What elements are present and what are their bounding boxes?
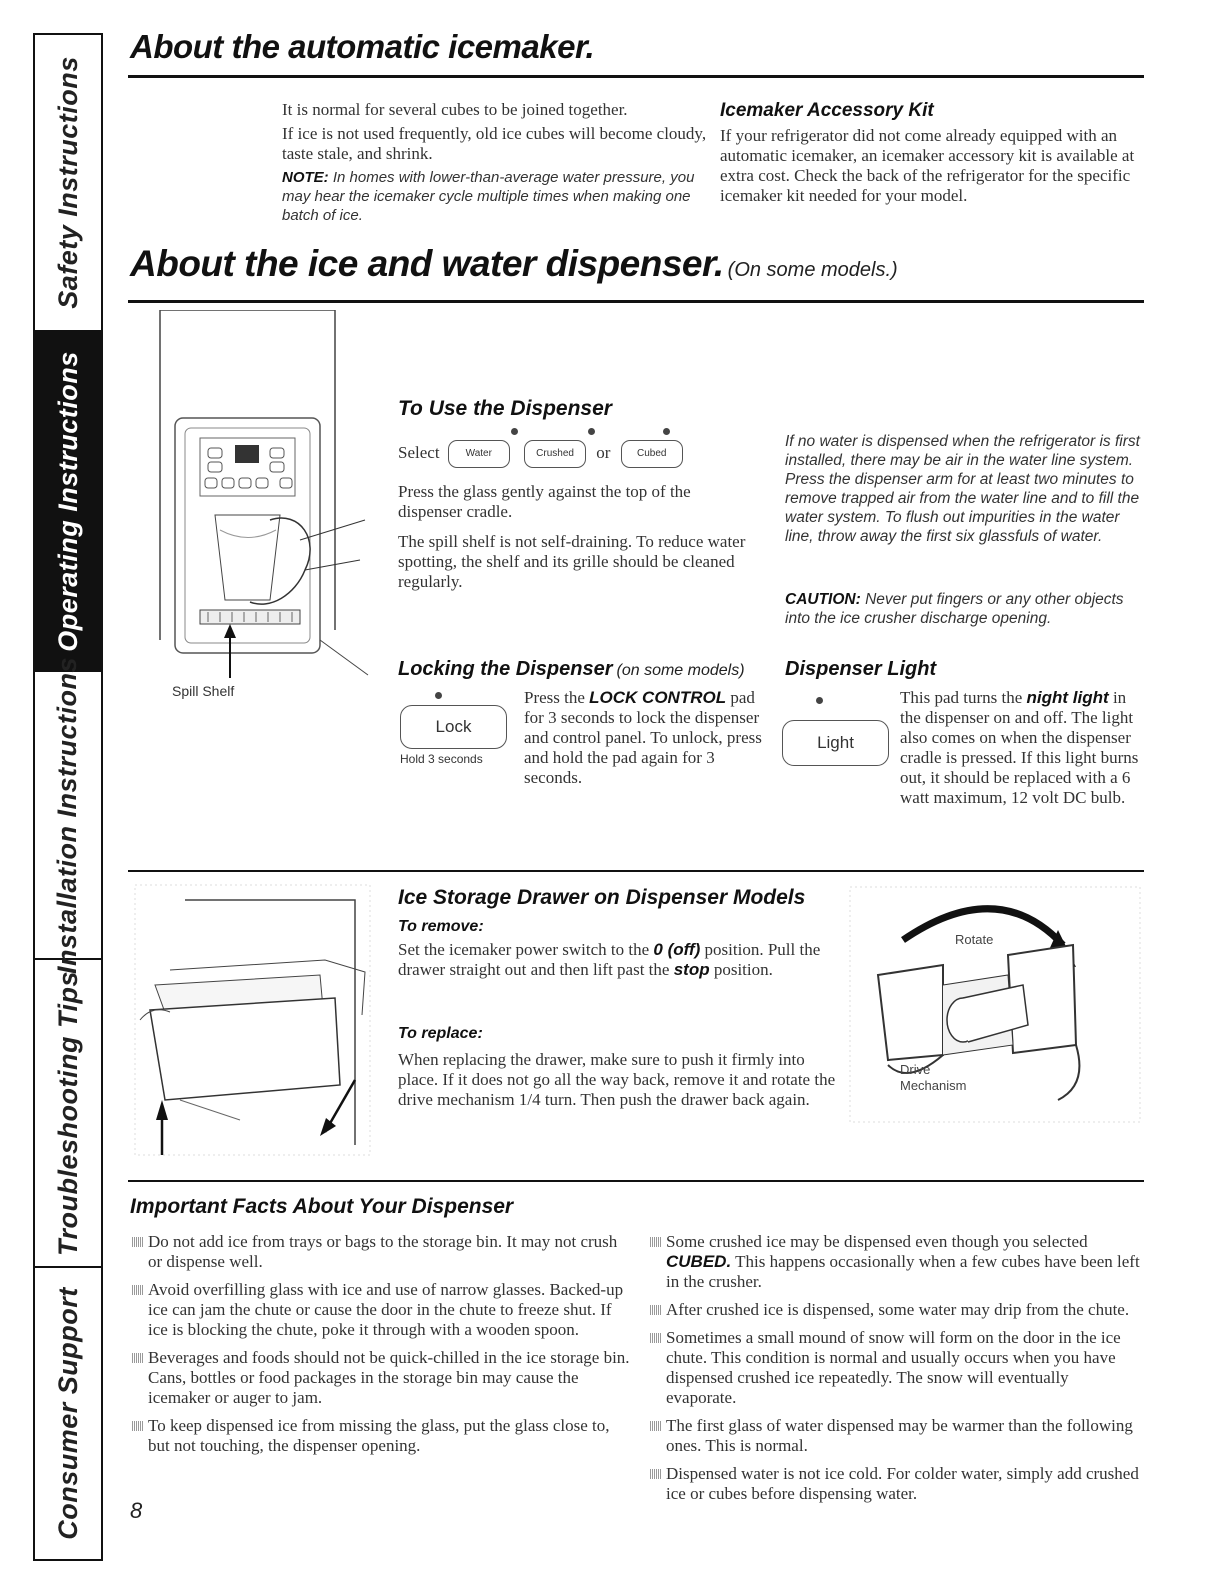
tab-safety-instructions[interactable]: Safety Instructions xyxy=(35,35,101,332)
facts-left-list xyxy=(130,1232,630,1464)
select-word: Select xyxy=(398,442,440,462)
list-item: Sometimes a small mound of snow will form on the door in the ice chute. This condition is normal and usually occurs when you have dispensed crushed ice repeatedly. The snow will eventually evaporate. xyxy=(648,1328,1143,1408)
accessory-kit xyxy=(720,100,1140,206)
list-item: Do not add ice from trays or bags to the storage bin. It may not crush or dispense well. xyxy=(130,1232,630,1272)
rotate-label: Rotate xyxy=(955,932,994,947)
page-number: 8 xyxy=(130,1498,143,1523)
indicator-dot xyxy=(588,428,595,435)
locking-heading: Locking the Dispenser (on some models) xyxy=(398,658,745,680)
list-item: Dispensed water is not ice cold. For colder water, simply add crushed ice or cubes before dispensing water. xyxy=(648,1464,1143,1504)
side-tab-bar xyxy=(33,33,103,1561)
replace-heading: To replace: xyxy=(398,1025,483,1042)
lock-indicator-dot xyxy=(435,692,442,699)
indicator-dot xyxy=(663,428,670,435)
to-use-section xyxy=(398,397,778,421)
dispenser-heading xyxy=(130,243,898,285)
or-word: or xyxy=(596,442,611,462)
drive-mechanism-label: Drive Mechanism xyxy=(900,1062,967,1093)
tab-installation-instructions[interactable]: Installation Instructions xyxy=(35,672,101,960)
paragraph: Press the glass gently against the top of the dispenser cradle. xyxy=(398,482,691,521)
spill-shelf-label: Spill Shelf xyxy=(172,683,235,699)
list-item: After crushed ice is dispensed, some water may drip from the chute. xyxy=(648,1300,1143,1320)
remove-text: Set the icemaker power switch to the 0 (off) position. Pull the drawer straight out and then lift past the stop position. xyxy=(398,940,821,979)
divider xyxy=(128,300,1144,303)
divider xyxy=(128,1180,1144,1182)
paragraph: The spill shelf is not self-draining. To reduce water spotting, the shelf and its grille should be cleaned regularly. xyxy=(398,532,746,591)
icemaker-title: About the automatic icemaker. xyxy=(130,28,595,65)
note: NOTE: In homes with lower-than-average water pressure, you may hear the icemaker cycle multiple times when making one batch of ice. xyxy=(282,169,695,224)
cubed-button[interactable]: Cubed xyxy=(621,440,683,468)
to-use-text xyxy=(398,482,758,602)
icemaker-text xyxy=(282,100,712,225)
list-item: Avoid overfilling glass with ice and use of narrow glasses. Backed-up ice can jam the chute or cause the door in the chute to freeze shut. If ice is blocking the chute, poke it through with a wooden spoon. xyxy=(130,1280,630,1340)
list-item: Some crushed ice may be dispensed even though you selected CUBED. This happens occasionally when a few cubes have been left in the crusher. xyxy=(648,1232,1143,1292)
dispenser-illustration xyxy=(130,310,370,680)
water-button[interactable]: Water xyxy=(448,440,510,468)
drawer-heading: Ice Storage Drawer on Dispenser Models xyxy=(398,886,806,909)
dispenser-title: About the ice and water dispenser. xyxy=(130,243,724,284)
paragraph: It is normal for several cubes to be joined together. xyxy=(282,100,628,119)
facts-right-list xyxy=(648,1232,1143,1512)
paragraph: If ice is not used frequently, old ice cubes will become cloudy, taste stale, and shrink. xyxy=(282,124,707,163)
divider xyxy=(128,75,1144,78)
list-item: Beverages and foods should not be quick-chilled in the ice storage bin. Cans, bottles or food packages in the storage bin may cause the icemaker or auger to jam. xyxy=(130,1348,630,1408)
kit-heading: Icemaker Accessory Kit xyxy=(720,100,934,121)
drive-mechanism-illustration xyxy=(848,885,1143,1125)
crushed-button[interactable]: Crushed xyxy=(524,440,586,468)
dispenser-title-suffix: (On some models.) xyxy=(727,259,898,281)
list-item: To keep dispensed ice from missing the glass, put the glass close to, but not touching, the dispenser opening. xyxy=(130,1416,630,1456)
indicator-dot xyxy=(511,428,518,435)
lock-button[interactable]: Lock xyxy=(400,705,507,749)
drawer-illustration xyxy=(130,880,375,1165)
replace-text: When replacing the drawer, make sure to push it firmly into place. If it does not go all the way back, remove it and rotate the drive mechanism 1/4 turn. Then push the drawer back again. xyxy=(398,1050,836,1109)
facts-heading: Important Facts About Your Dispenser xyxy=(130,1195,514,1218)
tab-consumer-support[interactable]: Consumer Support xyxy=(52,1287,83,1540)
light-indicator-dot xyxy=(816,697,823,704)
kit-text: If your refrigerator did not come already equipped with an automatic icemaker, an icemaker accessory kit is available at extra cost. Check the back of the refrigerator for the specific icemaker kit needed for your model. xyxy=(720,126,1135,205)
tab-operating-instructions[interactable]: Operating Instructions xyxy=(35,332,101,672)
light-text: This pad turns the night light in the dispenser on and off. The light also comes on when the dispenser cradle is pressed. If this light burns out, it should be replaced with a 6 watt maximum, 12 volt DC bulb. xyxy=(900,688,1139,807)
air-note: If no water is dispensed when the refrigerator is first installed, there may be air in the water line system. Press the dispenser arm for at least two minutes to remove trapped air from the water line and to fill the water system. To flush out impurities in the water line, throw away the first six glassfuls of water. xyxy=(785,433,1140,545)
caution-note: CAUTION: Never put fingers or any other objects into the ice crusher discharge opening. xyxy=(785,591,1124,627)
hold-label: Hold 3 seconds xyxy=(400,752,483,766)
light-button[interactable]: Light xyxy=(782,720,889,766)
tab-troubleshooting-tips[interactable]: Troubleshooting Tips xyxy=(35,960,101,1268)
divider xyxy=(128,870,1144,872)
to-use-heading: To Use the Dispenser xyxy=(398,397,612,420)
list-item: The first glass of water dispensed may be warmer than the following ones. This is normal. xyxy=(648,1416,1143,1456)
remove-heading: To remove: xyxy=(398,918,484,935)
light-heading: Dispenser Light xyxy=(785,658,937,680)
locking-text: Press the LOCK CONTROL pad for 3 seconds to lock the dispenser and control panel. To unlock, press and hold the pad again for 3 seconds. xyxy=(524,688,762,787)
